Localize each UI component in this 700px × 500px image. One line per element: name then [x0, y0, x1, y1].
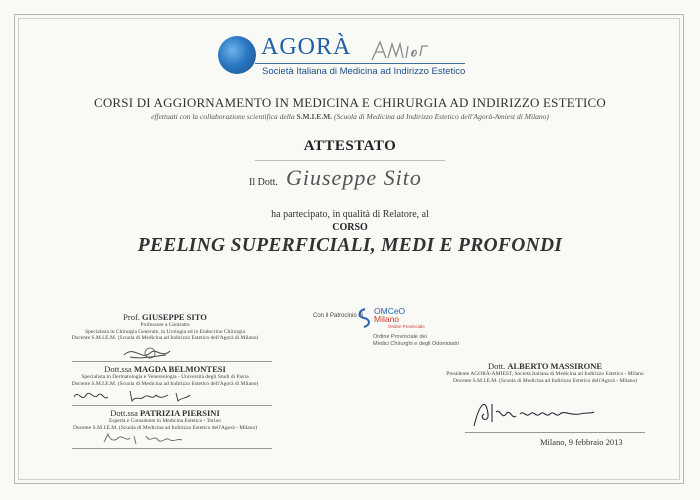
signatory-piersini	[40, 408, 290, 431]
massirone-signature	[470, 396, 600, 432]
name-text: GIUSEPPE SITO	[142, 312, 207, 322]
omceo-logo-icon	[356, 307, 374, 329]
credential-line: Docente S.M.I.E.M. (Scuola di Medicina ad Indirizzo Estetico dell'Agorà di Milano)	[71, 380, 259, 387]
recipient-name: Giuseppe Sito	[286, 165, 422, 190]
signatory-sito	[40, 312, 290, 342]
credential-line: Professore a Contratto	[140, 322, 190, 328]
subheading-post: (Scuola di Medicina ad Indirizzo Estetico dell'Agorà-Amiest di Milano)	[333, 112, 549, 121]
signatory-name	[40, 312, 290, 322]
signatory-name	[430, 361, 660, 371]
course-title: PEELING SUPERFICIALI, MEDI E PROFONDI	[137, 235, 563, 256]
credential-line: Docente S.M.I.E.M. (Scuola di Medicina ad Indirizzo Estetico dell'Agorà di Milano)	[71, 335, 259, 342]
logo-underline	[255, 63, 465, 64]
omceo-description	[373, 334, 459, 347]
signatory-massirone	[430, 361, 660, 384]
agora-globe-logo	[218, 36, 256, 74]
belmontesi-signature	[70, 387, 270, 405]
name-prefix: Dott.ssa	[110, 408, 138, 418]
credential-line: Docente S.M.I.E.M. (Scuola di Medicina ad Indirizzo Estetico dell'Agorà - Milano)	[452, 377, 638, 384]
omceo-city: Milano	[374, 314, 400, 324]
piersini-signature	[100, 430, 200, 448]
name-text: PATRIZIA PIERSINI	[140, 408, 220, 418]
recipient-prefix: Il Dott.	[249, 177, 278, 188]
credential-line: Esperta e Consulente in Medicina Estetica - Torino	[108, 418, 222, 424]
credential-line: Specialista in Chirurgia Generale, in Urologia ed in Endocrino Chirurgia	[85, 328, 245, 335]
name-prefix: Prof.	[123, 312, 140, 322]
omceo-desc-line: Medici Chirurghi e degli Odontoiatri	[373, 340, 459, 347]
course-label: CORSO	[332, 222, 368, 233]
signature-line	[72, 361, 272, 362]
name-text: MAGDA BELMONTESI	[133, 364, 226, 374]
signature-line	[72, 405, 272, 406]
logo-name: AGORÀ	[261, 34, 352, 60]
sito-signature	[120, 343, 180, 363]
signatory-name	[40, 408, 290, 418]
credential-line: Presidente AGORÀ-AMIEST, Società Italiana di Medicina ad Indirizzo Estetico - Milano	[446, 371, 644, 377]
name-text: ALBERTO MASSIRONE	[507, 361, 603, 371]
title-rule	[255, 160, 445, 161]
courses-heading: CORSI DI AGGIORNAMENTO IN MEDICINA E CHIRURGIA AD INDIRIZZO ESTETICO	[93, 95, 607, 110]
participation-text: ha partecipato, in qualità di Relatore, al	[271, 209, 429, 220]
omceo-desc-line: Ordine Provinciale dei	[373, 334, 427, 340]
issue-date: Milano, 9 febbraio 2013	[540, 437, 623, 447]
subheading-pre: effettuati con la collaborazione scientifica della	[151, 112, 295, 121]
name-prefix: Dott.	[487, 361, 506, 371]
signatory-belmontesi	[40, 364, 290, 387]
name-prefix: Dott.ssa	[104, 364, 132, 374]
logo-subtitle: Società Italiana di Medicina ad Indirizzo Estetico	[262, 66, 466, 77]
certificate-label: ATTESTATO	[303, 138, 397, 154]
omceo-tag: Ordine Provinciale	[388, 324, 425, 329]
amiest-signature-logo	[370, 38, 430, 64]
signature-line	[465, 432, 645, 433]
patronage-label: Con il Patrocinio di	[313, 313, 364, 319]
signature-line	[72, 448, 272, 449]
credential-line: Docente S.M.I.E.M. (Scuola di Medicina ad Indirizzo Estetico dell'Agorà - Milano)	[72, 424, 258, 431]
omceo-name: OMCeO	[374, 306, 406, 316]
credential-line: Specialista in Dermatologia e Venereologia - Università degli Studi di Pavia	[81, 374, 249, 380]
courses-subheading	[0, 112, 700, 121]
signatory-name	[40, 364, 290, 374]
subheading-bold: S.M.I.E.M.	[296, 112, 333, 121]
